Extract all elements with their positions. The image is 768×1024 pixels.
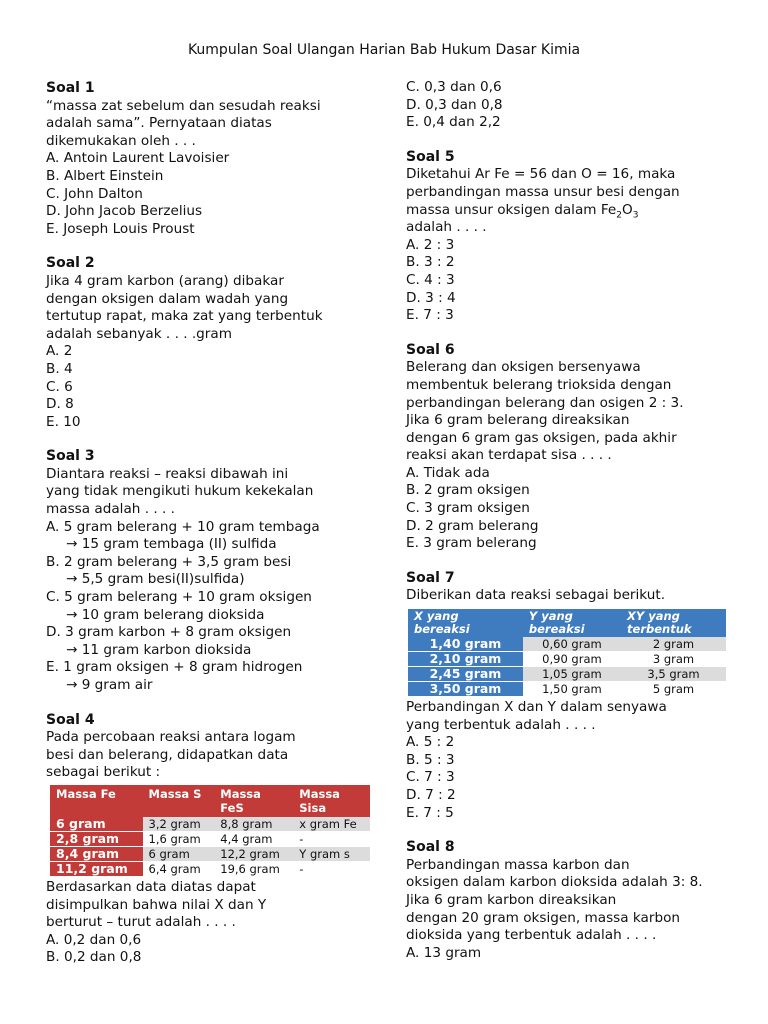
option-a: A. 0,2 dan 0,6 [46, 931, 142, 948]
option-b: B. Albert Einstein [46, 167, 164, 184]
option-c: C. 6 [46, 378, 73, 395]
option-d: D. 7 : 2 [406, 787, 456, 803]
option-c: C. John Dalton [46, 185, 143, 202]
question-heading: Soal 8 [406, 839, 455, 856]
question-2 [46, 255, 366, 431]
table-cell: 0,90 gram [523, 652, 621, 667]
option-e-result: → 9 gram air [66, 677, 153, 693]
option-b: B. 0,2 dan 0,8 [46, 949, 142, 966]
option-b: B. 2 gram belerang + 3,5 gram besi [46, 553, 292, 570]
page-title: Kumpulan Soal Ulangan Harian Bab Hukum Dasar Kimia [187, 42, 581, 58]
question-7 [406, 570, 726, 822]
table-header: X yang bereaksi [408, 609, 523, 637]
option-b: B. 4 [46, 360, 73, 377]
table-cell: 2 gram [621, 637, 726, 652]
table-cell: 6 gram [143, 846, 215, 861]
table-cell: - [293, 831, 370, 846]
table-cell: 1,50 gram [523, 682, 621, 697]
question-4 [46, 712, 366, 967]
question-text: Perbandingan massa karbon dan [406, 856, 630, 873]
question-text: Pada percobaan reaksi antara logam [46, 729, 296, 746]
table-header: Massa FeS [214, 785, 293, 817]
option-d: D. John Jacob Berzelius [46, 203, 203, 220]
question-text: yang terbentuk adalah . . . . [406, 716, 596, 733]
question-text: Berdasarkan data diatas dapat [46, 878, 256, 895]
table-cell: 4,4 gram [214, 831, 293, 846]
option-a: A. 5 : 2 [406, 734, 455, 751]
option-c: C. 4 : 3 [406, 271, 455, 288]
option-c: C. 7 : 3 [406, 769, 455, 786]
question-text: dengan oksigen dalam wadah yang [46, 290, 289, 307]
question-text: disimpulkan bahwa nilai X dan Y [46, 896, 267, 913]
question-text: Belerang dan oksigen bersenyawa [406, 359, 641, 376]
question-8 [406, 839, 726, 962]
option-a: A. 2 [46, 343, 73, 360]
question-text: dengan 6 gram gas oksigen, pada akhir [406, 429, 677, 446]
question-text: massa unsur oksigen dalam $Fe_2O_3$ [406, 201, 639, 221]
option-d: D. 3 : 4 [406, 289, 456, 306]
table-header: Massa Fe [50, 785, 143, 817]
question-text: adalah sebanyak . . . .gram [46, 325, 232, 342]
question-text: sebagai berikut : [46, 764, 161, 781]
option-d-result: → 11 gram karbon dioksida [66, 641, 252, 658]
question-text: tertutup rapat, maka zat yang terbentuk [46, 308, 323, 325]
table-row [408, 667, 726, 682]
table-cell: 0,60 gram [523, 637, 621, 652]
question-5 [406, 149, 726, 325]
table-row [50, 861, 370, 876]
table-cell: 3,5 gram [621, 667, 726, 682]
table-cell: 2,45 gram [408, 667, 523, 682]
table-row [50, 817, 370, 832]
table-header: Y yang bereaksi [523, 609, 621, 637]
table-header: Massa Sisa [293, 785, 370, 817]
option-c: C. 5 gram belerang + 10 gram oksigen [46, 589, 312, 606]
option-c: C. 3 gram oksigen [406, 500, 530, 517]
table-cell: 1,6 gram [143, 831, 215, 846]
table-header: Massa S [143, 785, 215, 817]
question-text: Jika 6 gram karbon direaksikan [406, 891, 617, 908]
question-text: Perbandingan X dan Y dalam senyawa [406, 699, 667, 716]
question-text: berturut – turut adalah . . . . [46, 914, 236, 931]
option-d: D. 0,3 dan 0,8 [406, 96, 503, 113]
option-e: E. 1 gram oksigen + 8 gram hidrogen [46, 659, 303, 676]
option-e: E. Joseph Louis Proust [46, 220, 195, 237]
table-cell: 6,4 gram [143, 861, 215, 876]
table-cell: x gram Fe [293, 817, 370, 832]
table-cell: 6 gram [50, 817, 143, 832]
option-e: E. 0,4 dan 2,2 [406, 114, 501, 131]
option-b: B. 2 gram oksigen [406, 482, 530, 499]
question-text: adalah sama”. Pernyataan diatas [46, 115, 272, 132]
question-heading: Soal 4 [46, 711, 95, 728]
option-d: D. 2 gram belerang [406, 517, 539, 534]
option-b-result: → 5,5 gram besi(II)sulfida) [66, 571, 245, 588]
option-d: D. 3 gram karbon + 8 gram oksigen [46, 624, 292, 641]
option-b: B. 3 : 2 [406, 254, 455, 271]
table-cell: 8,8 gram [214, 817, 293, 832]
right-column [406, 79, 726, 962]
table-cell: 2,10 gram [408, 652, 523, 667]
question-text: besi dan belerang, didapatkan data [46, 746, 289, 763]
option-b: B. 5 : 3 [406, 751, 455, 768]
table-header-row [408, 609, 726, 637]
question-text: dioksida yang terbentuk adalah . . . . [406, 927, 657, 944]
table-row [408, 682, 726, 697]
question-heading: Soal 3 [46, 448, 95, 465]
option-a: A. 5 gram belerang + 10 gram tembaga [46, 518, 320, 535]
question-text: perbandingan massa unsur besi dengan [406, 183, 680, 200]
table-row [50, 831, 370, 846]
question-text: dengan 20 gram oksigen, massa karbon [406, 909, 681, 926]
table-cell: 3 gram [621, 652, 726, 667]
table-cell: 2,8 gram [50, 831, 143, 846]
question-text: Diberikan data reaksi sebagai berikut. [406, 587, 666, 604]
question-heading: Soal 1 [46, 80, 95, 96]
table-cell: 3,50 gram [408, 682, 523, 697]
table-cell: 1,05 gram [523, 667, 621, 682]
option-a-result: → 15 gram tembaga (II) sulfida [66, 536, 277, 553]
question-text: membentuk belerang trioksida dengan [406, 376, 672, 393]
question-1 [46, 80, 366, 238]
question-heading: Soal 5 [406, 148, 455, 165]
option-c: C. 0,3 dan 0,6 [406, 79, 502, 95]
option-e: E. 3 gram belerang [406, 535, 537, 552]
table-header-row [50, 785, 370, 817]
data-table-fe-s [50, 785, 370, 877]
question-heading: Soal 2 [46, 255, 95, 272]
table-row [408, 637, 726, 652]
option-a: A. 13 gram [406, 944, 482, 961]
table-cell: 8,4 gram [50, 846, 143, 861]
question-text: Diketahui Ar Fe = 56 dan O = 16, maka [406, 166, 676, 183]
question-text: dikemukakan oleh . . . [46, 132, 196, 149]
question-6 [406, 342, 726, 553]
table-row [408, 652, 726, 667]
question-text: adalah . . . . [406, 219, 487, 236]
table-cell: 19,6 gram [214, 861, 293, 876]
left-column [46, 80, 366, 967]
table-cell: 3,2 gram [143, 817, 215, 832]
table-cell: 11,2 gram [50, 861, 143, 876]
option-a: A. 2 : 3 [406, 236, 455, 253]
option-a: A. Tidak ada [406, 464, 490, 481]
question-3 [46, 448, 366, 694]
option-a: A. Antoin Laurent Lavoisier [46, 150, 230, 167]
table-cell: - [293, 861, 370, 876]
question-text: perbandingan belerang dan osigen 2 : 3. [406, 394, 684, 411]
option-e: E. 7 : 3 [406, 307, 454, 324]
question-text: “massa zat sebelum dan sesudah reaksi [46, 97, 321, 114]
question-text: yang tidak mengikuti hukum kekekalan [46, 483, 314, 500]
table-cell: Y gram s [293, 846, 370, 861]
question-text: Diantara reaksi – reaksi dibawah ini [46, 465, 289, 482]
question-text: Jika 4 gram karbon (arang) dibakar [46, 272, 284, 289]
data-table-xy [408, 609, 726, 697]
option-c-result: → 10 gram belerang dioksida [66, 606, 265, 623]
question-text: oksigen dalam karbon dioksida adalah 3: 8. [406, 874, 703, 891]
question-heading: Soal 6 [406, 341, 455, 358]
table-cell: 5 gram [621, 682, 726, 697]
question-text: reaksi akan terdapat sisa . . . . [406, 447, 612, 464]
table-row [50, 846, 370, 861]
table-cell: 12,2 gram [214, 846, 293, 861]
option-d: D. 8 [46, 396, 74, 413]
formula-fe2o3: $Fe_2O_3$ [600, 201, 639, 221]
question-text: Jika 6 gram belerang direaksikan [406, 412, 630, 429]
option-e: E. 7 : 5 [406, 804, 454, 821]
question-4-continued [406, 79, 726, 132]
question-text: massa adalah . . . . [46, 501, 175, 518]
option-e: E. 10 [46, 413, 81, 430]
table-cell: 1,40 gram [408, 637, 523, 652]
table-header: XY yang terbentuk [621, 609, 726, 637]
question-heading: Soal 7 [406, 569, 455, 586]
